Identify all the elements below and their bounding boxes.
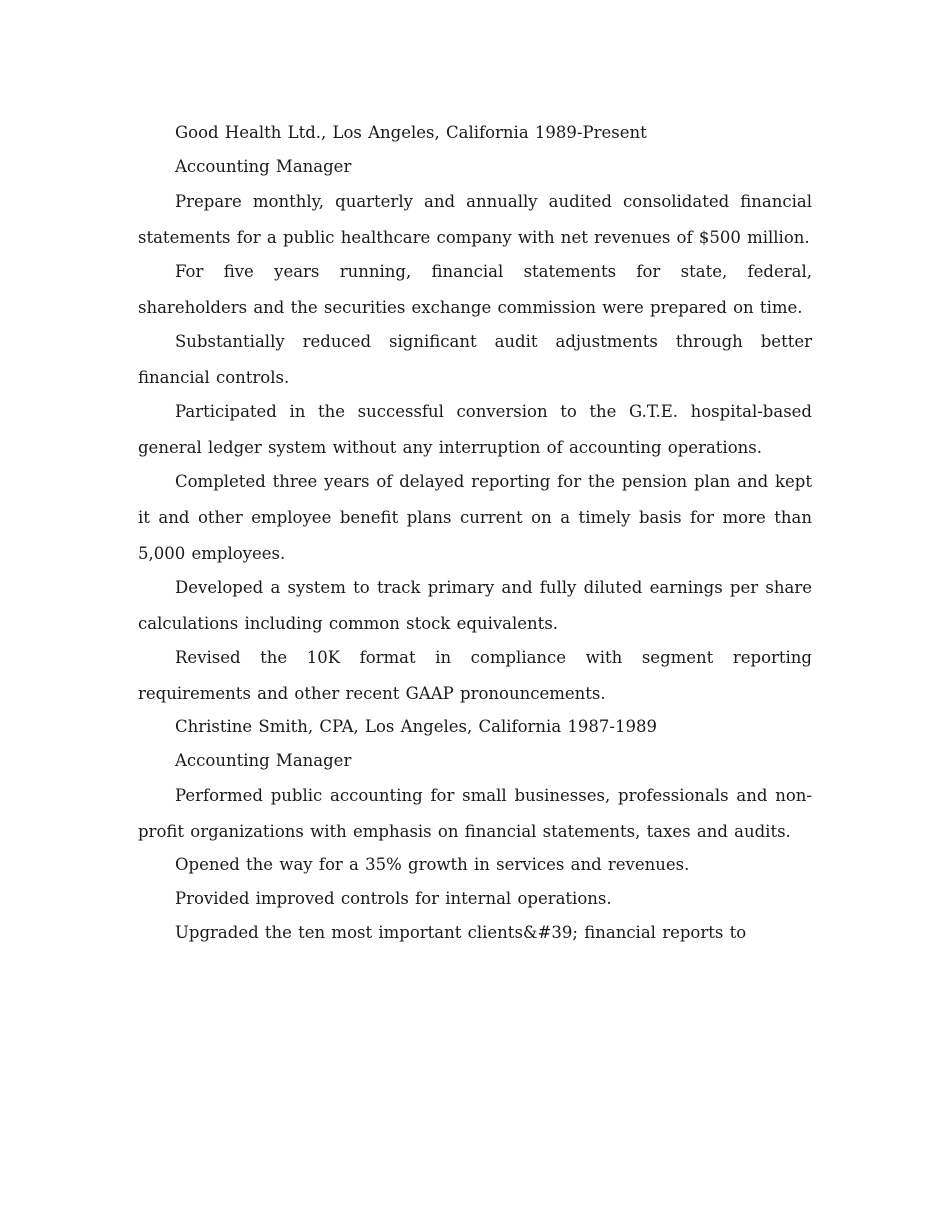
duty-paragraph: Performed public accounting for small businesses, professionals and non-profit organizations with emphasis on financial statements, taxes and audits. [138, 786, 812, 841]
duty-paragraph: Substantially reduced significant audit adjustments through better financial controls. [138, 332, 812, 387]
duty-paragraph: Participated in the successful conversion to the G.T.E. hospital-based general ledger system without any interruption of accounting operations. [138, 402, 812, 457]
duty-paragraph: Provided improved controls for internal operations. [175, 889, 612, 908]
resume-body [138, 116, 812, 950]
employer-line-christine-smith: Christine Smith, CPA, Los Angeles, California 1987-1989 [175, 717, 657, 736]
duty-paragraph: Upgraded the ten most important clients&#39; financial reports to [175, 923, 747, 942]
duty-paragraph: For five years running, financial statements for state, federal, shareholders and the securities exchange commission were prepared on time. [138, 262, 812, 317]
duty-paragraph: Completed three years of delayed reporting for the pension plan and kept it and other employee benefit plans current on a timely basis for more than 5,000 employees. [138, 472, 812, 563]
duty-paragraph: Opened the way for a 35% growth in services and revenues. [175, 855, 690, 874]
employer-line-good-health: Good Health Ltd., Los Angeles, California 1989-Present [175, 123, 647, 142]
duty-paragraph: Prepare monthly, quarterly and annually audited consolidated financial statements for a public healthcare company with net revenues of $500 million. [138, 192, 812, 247]
job-title-accounting-manager: Accounting Manager [175, 751, 352, 770]
duty-paragraph: Developed a system to track primary and fully diluted earnings per share calculations including common stock equivalents. [138, 578, 812, 633]
duty-paragraph: Revised the 10K format in compliance with segment reporting requirements and other recent GAAP pronouncements. [138, 648, 812, 703]
job-title-accounting-manager: Accounting Manager [175, 157, 352, 176]
